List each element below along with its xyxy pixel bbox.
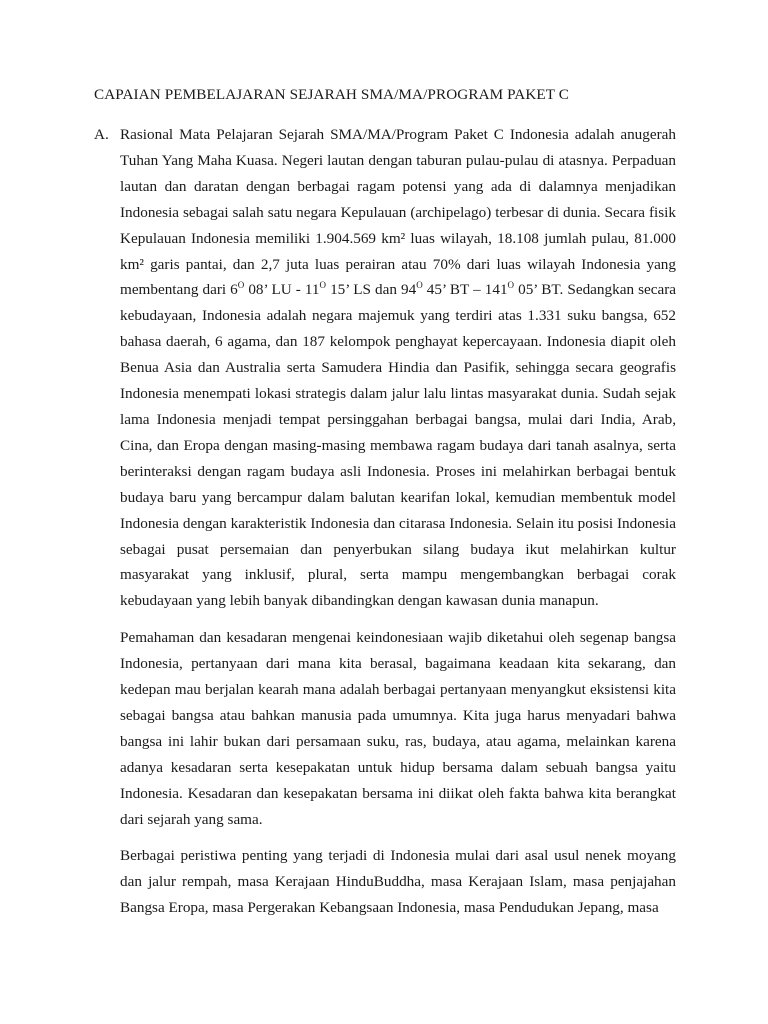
degree-symbol: O	[416, 280, 423, 291]
paragraph-text: 08’ LU - 11	[244, 281, 320, 299]
paragraph-text: Rasional Mata Pelajaran Sejarah SMA/MA/Program Paket C Indonesia adalah anugerah Tuhan Yang Maha Kuasa. Negeri lautan dengan taburan pulau-pulau di atasnya. Perpaduan lautan dan daratan dengan berbagai ragam potensi yang ada di dalamnya menjadikan Indonesia sebagai salah satu negara Kepulauan (archipelago) terbesar di dunia. Secara fisik Kepulauan Indonesia memiliki 1.904.569 km² luas wilayah, 18.108 jumlah pulau, 81.000 km² garis pantai, dan 2,7 juta luas perairan atau 70% dari luas wilayah Indonesia yang membentang dari 6	[120, 126, 676, 299]
degree-symbol: O	[319, 280, 327, 291]
paragraph-pemahaman: Pemahaman dan kesadaran mengenai keindonesiaan wajib diketahui oleh segenap bangsa Indonesia, pertanyaan dari mana kita berasal, bagaimana keadaan kita sekarang, dan kedepan mau berjalan kearah mana adalah berbagai pertanyaan menyangkut eksistensi kita sebagai bangsa atau bahkan manusia pada umumnya. Kita juga harus menyadari bahwa bangsa ini lahir bukan dari persamaan suku, ras, budaya, atau agama, melainkan karena adanya kesadaran serta kesepakatan untuk hidup bersama dalam sebuah bangsa yaitu Indonesia. Kesadaran dan kesepakatan bersama ini diikat oleh fakta bahwa kita berangkat dari sejarah yang sama.	[120, 629, 676, 828]
degree-symbol: O	[507, 280, 515, 291]
paragraph-text: 45’ BT – 141	[422, 281, 508, 299]
paragraph-rasional	[120, 122, 676, 614]
section-marker: A.	[94, 126, 109, 143]
document-title: CAPAIAN PEMBELAJARAN SEJARAH SMA/MA/PROGRAM PAKET C	[94, 86, 570, 103]
degree-symbol: O	[237, 280, 245, 291]
section-body	[120, 122, 676, 932]
paragraph-text: 05’ BT. Sedangkan secara kebudayaan, Indonesia adalah negara majemuk yang terdiri atas 1.331 suku bangsa, 652 bahasa daerah, 6 agama, dan 187 kelompok penghayat kepercayaan. Indonesia diapit oleh Benua Asia dan Australia serta Samudera Hindia dan Pasifik, sehingga secara geografis Indonesia menempati lokasi strategis dalam jalur lalu lintas masyarakat dunia. Sudah sejak lama Indonesia menjadi tempat persinggahan berbagai bangsa, mulai dari India, Arab, Cina, dan Eropa dengan masing-masing membawa ragam budaya dari tanah asalnya, serta berinteraksi dengan ragam budaya asli Indonesia. Proses ini melahirkan berbagai bentuk budaya baru yang bercampur dalam balutan kearifan lokal, kemudian membentuk model Indonesia dengan karakteristik Indonesia dan citarasa Indonesia. Selain itu posisi Indonesia sebagai pusat persemaian dan penyerbukan silang budaya ikut melahirkan kultur masyarakat yang inklusif, plural, serta mampu mengembangkan berbagai corak kebudayaan yang lebih banyak dibandingkan dengan kawasan dunia manapun.	[120, 281, 677, 610]
paragraph-peristiwa: Berbagai peristiwa penting yang terjadi di Indonesia mulai dari asal usul nenek moyang dan jalur rempah, masa Kerajaan HinduBuddha, masa Kerajaan Islam, masa penjajahan Bangsa Eropa, masa Pergerakan Kebangsaan Indonesia, masa Pendudukan Jepang, masa	[120, 847, 676, 917]
paragraph-text: 15’ LS dan 94	[326, 281, 417, 299]
